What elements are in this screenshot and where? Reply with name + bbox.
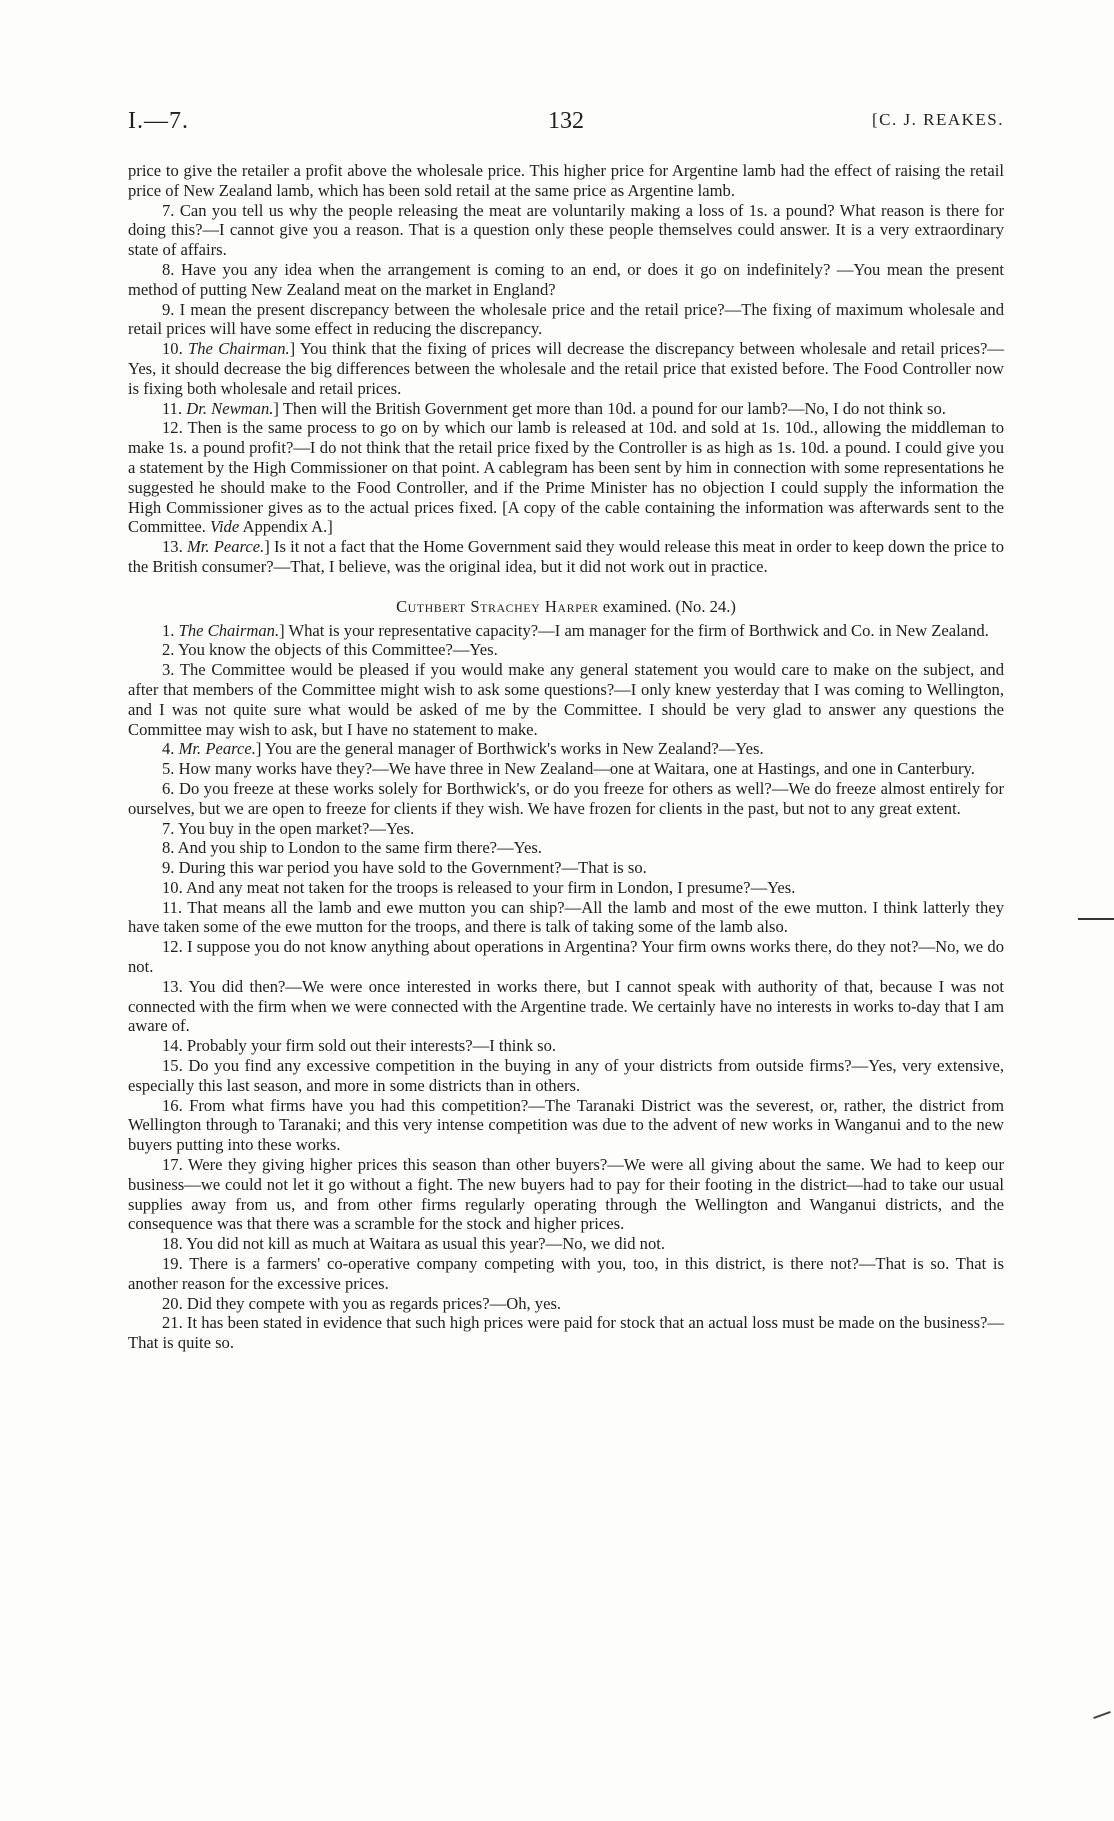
paragraph [128, 779, 1004, 819]
paragraph [128, 300, 1004, 340]
paragraph [128, 739, 1004, 759]
paragraph [128, 977, 1004, 1036]
speaker-name: Mr. Pearce. [178, 739, 256, 759]
speaker-name: Mr. Pearce. [186, 537, 265, 557]
text-run: 10. [162, 339, 189, 359]
text-run: ] Then will the British Government get more than 10d. a pound for our lamb?—No, I do not think so. [273, 398, 946, 418]
text-run: 11. [162, 398, 187, 418]
paragraph [128, 621, 1004, 641]
paragraph [128, 1056, 1004, 1096]
witness-name-heading: Cuthbert Strachey Harper [396, 596, 599, 616]
text-run: ] Is it not a fact that the Home Government said they would release this meat in order to keep down the price to the British consumer?—That, I believe, was the original idea, but it did not work out in practice. [128, 537, 1004, 576]
paragraph [128, 1234, 1004, 1254]
text-run: ] You are the general manager of Borthwick's works in New Zealand?—Yes. [255, 739, 764, 759]
speaker-name: Dr. Newman. [186, 398, 274, 418]
paragraph [128, 339, 1004, 398]
text-run: 8. And you ship to London to the same firm there?—Yes. [162, 838, 542, 858]
margin-mark [1093, 1711, 1111, 1719]
paragraph [128, 537, 1004, 577]
speaker-name: The Chairman. [178, 620, 280, 640]
witness-name: [C. J. REAKES. [872, 110, 1004, 129]
text-run: 14. Probably your firm sold out their interests?—I think so. [162, 1036, 557, 1056]
paragraph [128, 858, 1004, 878]
text-run: 12. I suppose you do not know anything about operations in Argentina? Your firm owns works there, do they not?—No, we do not. [128, 937, 1004, 977]
text-run: 3. The Committee would be pleased if you would make any general statement you would care to make on the subject, and after that members of the Committee might wish to ask some questions?—I only knew yesterday that I was coming to Wellington, and I was not quite sure what would be asked of me by the Committee. I should be very glad to answer any questions the Committee may wish to ask, but I have no statement to make. [128, 660, 1004, 739]
text-run: ] What is your representative capacity?—I am manager for the firm of Borthwick and Co. in New Zealand. [279, 620, 989, 640]
text-run: 7. Can you tell us why the people releasing the meat are voluntarily making a loss of 1s. a pound? What reason is there for doing this?—I cannot give you a reason. That is a question only these people themselves could answer. It is a very extraordinary state of affairs. [128, 200, 1004, 260]
text-run: 21. It has been stated in evidence that such high prices were paid for stock that an actual loss must be made on the business?—That is quite so. [128, 1313, 1004, 1353]
text-run: 19. There is a farmers' co-operative company competing with you, too, in this district, is there not?—That is so. That is another reason for the excessive prices. [128, 1254, 1004, 1293]
paragraph [128, 878, 1004, 898]
text-run: 16. From what firms have you had this competition?—The Taranaki District was the severest, or, rather, the district from Wellington through to Taranaki; and this very intense competition was due to the advent of new works in Wanganui and to the new buyers putting into these works. [128, 1095, 1004, 1155]
paragraph [128, 260, 1004, 300]
text-run: price to give the retailer a profit above the wholesale price. This higher price for Argentine lamb had the effect of raising the retail price of New Zealand lamb, which has been sold retail at the same price as Argentine lamb. [128, 161, 1004, 200]
paragraph [128, 1313, 1004, 1353]
text-run: Appendix A.] [239, 517, 333, 537]
paragraph [128, 838, 1004, 858]
text-run: 17. Were they giving higher prices this season than other buyers?—We were all giving about the same. We had to keep our business—we could not let it go without a fight. The new buyers had to pay for their footing in the district—had to take our usual supplies away from us, and from other firms regularly operating through the Wellington and Wanganui districts, and the consequence was that there was a scramble for the stock and higher prices. [128, 1155, 1004, 1234]
text-run: 20. Did they compete with you as regards prices?—Oh, yes. [162, 1293, 562, 1313]
speaker-name: The Chairman. [188, 339, 290, 359]
text-run: 10. And any meat not taken for the troops is released to your firm in London, I presume?—Yes. [162, 877, 796, 897]
report-reference: I.—7. [128, 108, 189, 134]
text-run: 8. Have you any idea when the arrangement is coming to an end, or does it go on indefinitely? —You mean the present method of putting New Zealand meat on the market in England? [128, 259, 1004, 299]
text-run: 5. How many works have they?—We have three in New Zealand—one at Waitara, one at Hastings, and one in Canterbury. [162, 759, 975, 779]
paragraph [128, 759, 1004, 779]
witness-heading [128, 597, 1004, 617]
page-number: 132 [548, 108, 584, 134]
text-run: 7. You buy in the open market?—Yes. [162, 818, 415, 838]
paragraph [128, 660, 1004, 739]
text-run: examined. (No. 24.) [598, 596, 736, 616]
paragraph [128, 1254, 1004, 1294]
text-run: 15. Do you find any excessive competition in the buying in any of your districts from outside firms?—Yes, very extensive, especially this last season, and more in some districts than in others. [128, 1056, 1004, 1095]
paragraph [128, 898, 1004, 938]
margin-mark [1078, 918, 1114, 920]
text-run: 13. You did then?—We were once interested in works there, but I cannot speak with authority of that, because I was not connected with the firm when we were connected with the Argentine trade. We certainly have no interests in works to-day that I am aware of. [128, 976, 1004, 1036]
text-run: 12. Then is the same process to go on by which our lamb is released at 10d. and sold at 1s. 10d., allowing the middleman to make 1s. a pound profit?—I do not think that the retail price fixed by the Controller is as high as 1s. 10d. a pound. I could give you a statement by the High Commissioner on that point. A cablegram has been sent by him in connection with some representations he suggested he should make to the Food Controller, and if the Prime Minister has no objection I could supply the information the High Commissioner gives as to the actual prices fixed. [A copy of the cable containing the information was afterwards sent to the Committee. [128, 418, 1004, 537]
text-run: 9. During this war period you have sold to the Government?—That is so. [162, 858, 647, 878]
paragraph [128, 819, 1004, 839]
paragraph [128, 640, 1004, 660]
paragraph [128, 937, 1004, 977]
text-run: 1. [162, 620, 179, 640]
paragraph [128, 1155, 1004, 1234]
paragraph [128, 1096, 1004, 1155]
paragraph [128, 161, 1004, 201]
paragraph [128, 418, 1004, 537]
text-run: 9. I mean the present discrepancy between the wholesale price and the retail price?—The fixing of maximum wholesale and retail prices will have some effect in reducing the discrepancy. [128, 299, 1004, 339]
text-run: 4. [162, 739, 179, 759]
text-run: 11. That means all the lamb and ewe mutton you can ship?—All the lamb and most of the ewe mutton. I think latterly they have taken some of the ewe mutton for the troops, and there is talk of taking some of the lamb also. [128, 897, 1004, 937]
paragraph [128, 201, 1004, 260]
page-header [128, 108, 1004, 138]
text-run: ] You think that the fixing of prices will decrease the discrepancy between wholesale and retail prices?—Yes, it should decrease the big differences between the wholesale and the retail price that existed before. The Food Controller now is fixing both wholesale and retail prices. [128, 339, 1005, 398]
text-run: 18. You did not kill as much at Waitara as usual this year?—No, we did not. [162, 1234, 666, 1254]
text-run: 6. Do you freeze at these works solely for Borthwick's, or do you freeze for others as well?—We do freeze almost entirely for ourselves, but we are open to freeze for clients if they wish. We have frozen for clients in the past, but not to any great extent. [128, 778, 1004, 818]
paragraph [128, 1036, 1004, 1056]
text-run: 13. [162, 537, 187, 557]
paragraph [128, 399, 1004, 419]
paragraph [128, 1294, 1004, 1314]
document-body [128, 161, 1004, 1353]
speaker-name: Vide [210, 517, 240, 537]
text-run: 2. You know the objects of this Committee?—Yes. [162, 640, 498, 660]
